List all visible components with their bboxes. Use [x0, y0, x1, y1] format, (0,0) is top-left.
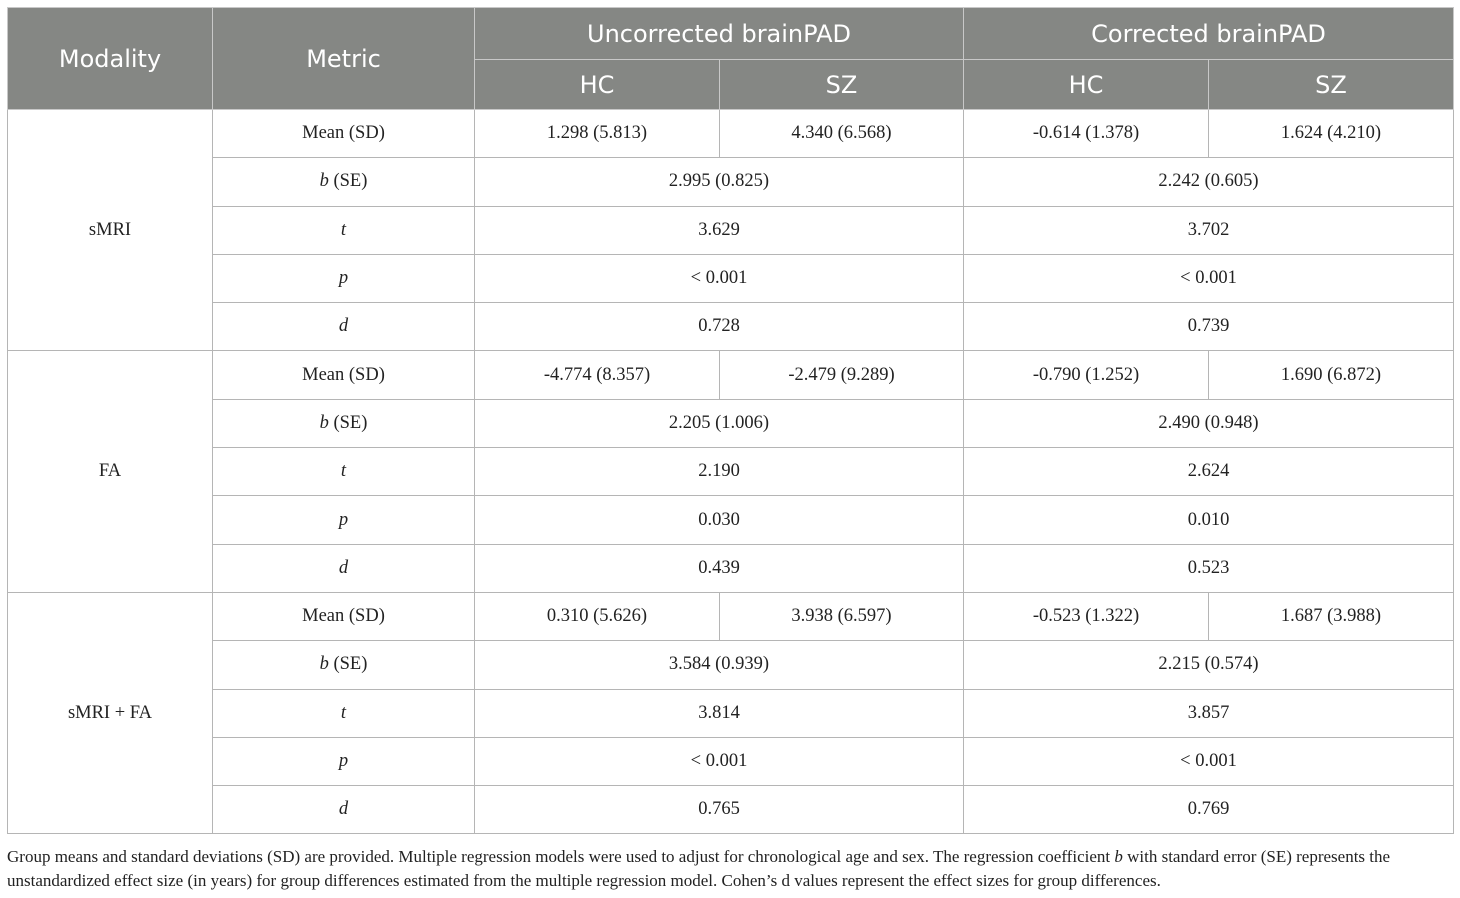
metric-label [213, 641, 475, 689]
value-cell: 0.030 [475, 496, 964, 544]
value-cell: 0.010 [964, 496, 1454, 544]
metric-label: d [213, 786, 475, 834]
value-cell: 3.629 [475, 206, 964, 254]
table-row [8, 592, 1454, 640]
metric-suffix: (SE) [328, 412, 368, 433]
value-cell: < 0.001 [475, 737, 964, 785]
modality-cell: FA [8, 351, 213, 592]
metric-label: t [213, 206, 475, 254]
metric-suffix: (SE) [328, 654, 368, 675]
table-footnote [7, 845, 1455, 893]
metric-symbol: b [319, 654, 329, 675]
value-cell: 2.205 (1.006) [475, 399, 964, 447]
value-cell: 2.190 [475, 448, 964, 496]
header-modality: Modality [8, 8, 213, 110]
metric-label [213, 399, 475, 447]
value-cell: 0.310 (5.626) [475, 592, 720, 640]
value-cell: 2.490 (0.948) [964, 399, 1454, 447]
value-cell: -2.479 (9.289) [720, 351, 964, 399]
table-body [8, 110, 1454, 834]
table-row [8, 158, 1454, 206]
table-row [8, 448, 1454, 496]
table-row [8, 206, 1454, 254]
header-corrected-hc: HC [964, 60, 1209, 110]
value-cell: -0.523 (1.322) [964, 592, 1209, 640]
table-header [8, 8, 1454, 110]
metric-symbol: b [319, 171, 329, 192]
value-cell: 0.739 [964, 303, 1454, 351]
metric-label: d [213, 303, 475, 351]
table-row [8, 351, 1454, 399]
header-uncorrected-hc: HC [475, 60, 720, 110]
footnote-text-1: Group means and standard deviations (SD) are provided. Multiple regression models were used to adjust for chronological age and sex. The regression coefficient [7, 847, 1115, 866]
value-cell: 1.687 (3.988) [1209, 592, 1454, 640]
metric-label: Mean (SD) [213, 351, 475, 399]
value-cell: -0.790 (1.252) [964, 351, 1209, 399]
metric-suffix: (SE) [328, 171, 368, 192]
value-cell: 3.857 [964, 689, 1454, 737]
footnote-text-2: with standard error (SE) represents the unstandardized effect size (in years) for group differences estimated from the multiple regression model. Cohen’s d values represent the effect sizes for group differences. [7, 847, 1391, 890]
metric-label: p [213, 496, 475, 544]
metric-label: d [213, 544, 475, 592]
value-cell: -4.774 (8.357) [475, 351, 720, 399]
value-cell: < 0.001 [964, 254, 1454, 302]
metric-label: t [213, 448, 475, 496]
metric-label: Mean (SD) [213, 110, 475, 158]
metric-label: Mean (SD) [213, 592, 475, 640]
value-cell: 1.624 (4.210) [1209, 110, 1454, 158]
value-cell: 3.938 (6.597) [720, 592, 964, 640]
value-cell: 0.765 [475, 786, 964, 834]
value-cell: 2.995 (0.825) [475, 158, 964, 206]
value-cell: 0.728 [475, 303, 964, 351]
table-row [8, 689, 1454, 737]
metric-label: p [213, 737, 475, 785]
value-cell: -0.614 (1.378) [964, 110, 1209, 158]
table-row [8, 303, 1454, 351]
value-cell: 2.242 (0.605) [964, 158, 1454, 206]
table-row [8, 496, 1454, 544]
table-row [8, 544, 1454, 592]
table-row [8, 737, 1454, 785]
value-cell: 2.215 (0.574) [964, 641, 1454, 689]
value-cell: 0.523 [964, 544, 1454, 592]
value-cell: 4.340 (6.568) [720, 110, 964, 158]
table-row [8, 786, 1454, 834]
results-table [7, 7, 1454, 834]
modality-cell: sMRI + FA [8, 592, 213, 833]
table-row [8, 110, 1454, 158]
metric-label: t [213, 689, 475, 737]
value-cell: 1.690 (6.872) [1209, 351, 1454, 399]
table-row [8, 399, 1454, 447]
header-uncorrected: Uncorrected brainPAD [475, 8, 964, 60]
value-cell: 3.584 (0.939) [475, 641, 964, 689]
value-cell: 0.439 [475, 544, 964, 592]
header-corrected-sz: SZ [1209, 60, 1454, 110]
table-row [8, 641, 1454, 689]
modality-cell: sMRI [8, 110, 213, 351]
value-cell: 3.814 [475, 689, 964, 737]
value-cell: 3.702 [964, 206, 1454, 254]
header-corrected: Corrected brainPAD [964, 8, 1454, 60]
value-cell: 1.298 (5.813) [475, 110, 720, 158]
metric-label [213, 158, 475, 206]
value-cell: 0.769 [964, 786, 1454, 834]
metric-label: p [213, 254, 475, 302]
value-cell: < 0.001 [475, 254, 964, 302]
footnote-symbol-b: b [1114, 847, 1123, 866]
header-uncorrected-sz: SZ [720, 60, 964, 110]
metric-symbol: b [319, 412, 329, 433]
value-cell: 2.624 [964, 448, 1454, 496]
table-row [8, 254, 1454, 302]
value-cell: < 0.001 [964, 737, 1454, 785]
header-metric: Metric [213, 8, 475, 110]
